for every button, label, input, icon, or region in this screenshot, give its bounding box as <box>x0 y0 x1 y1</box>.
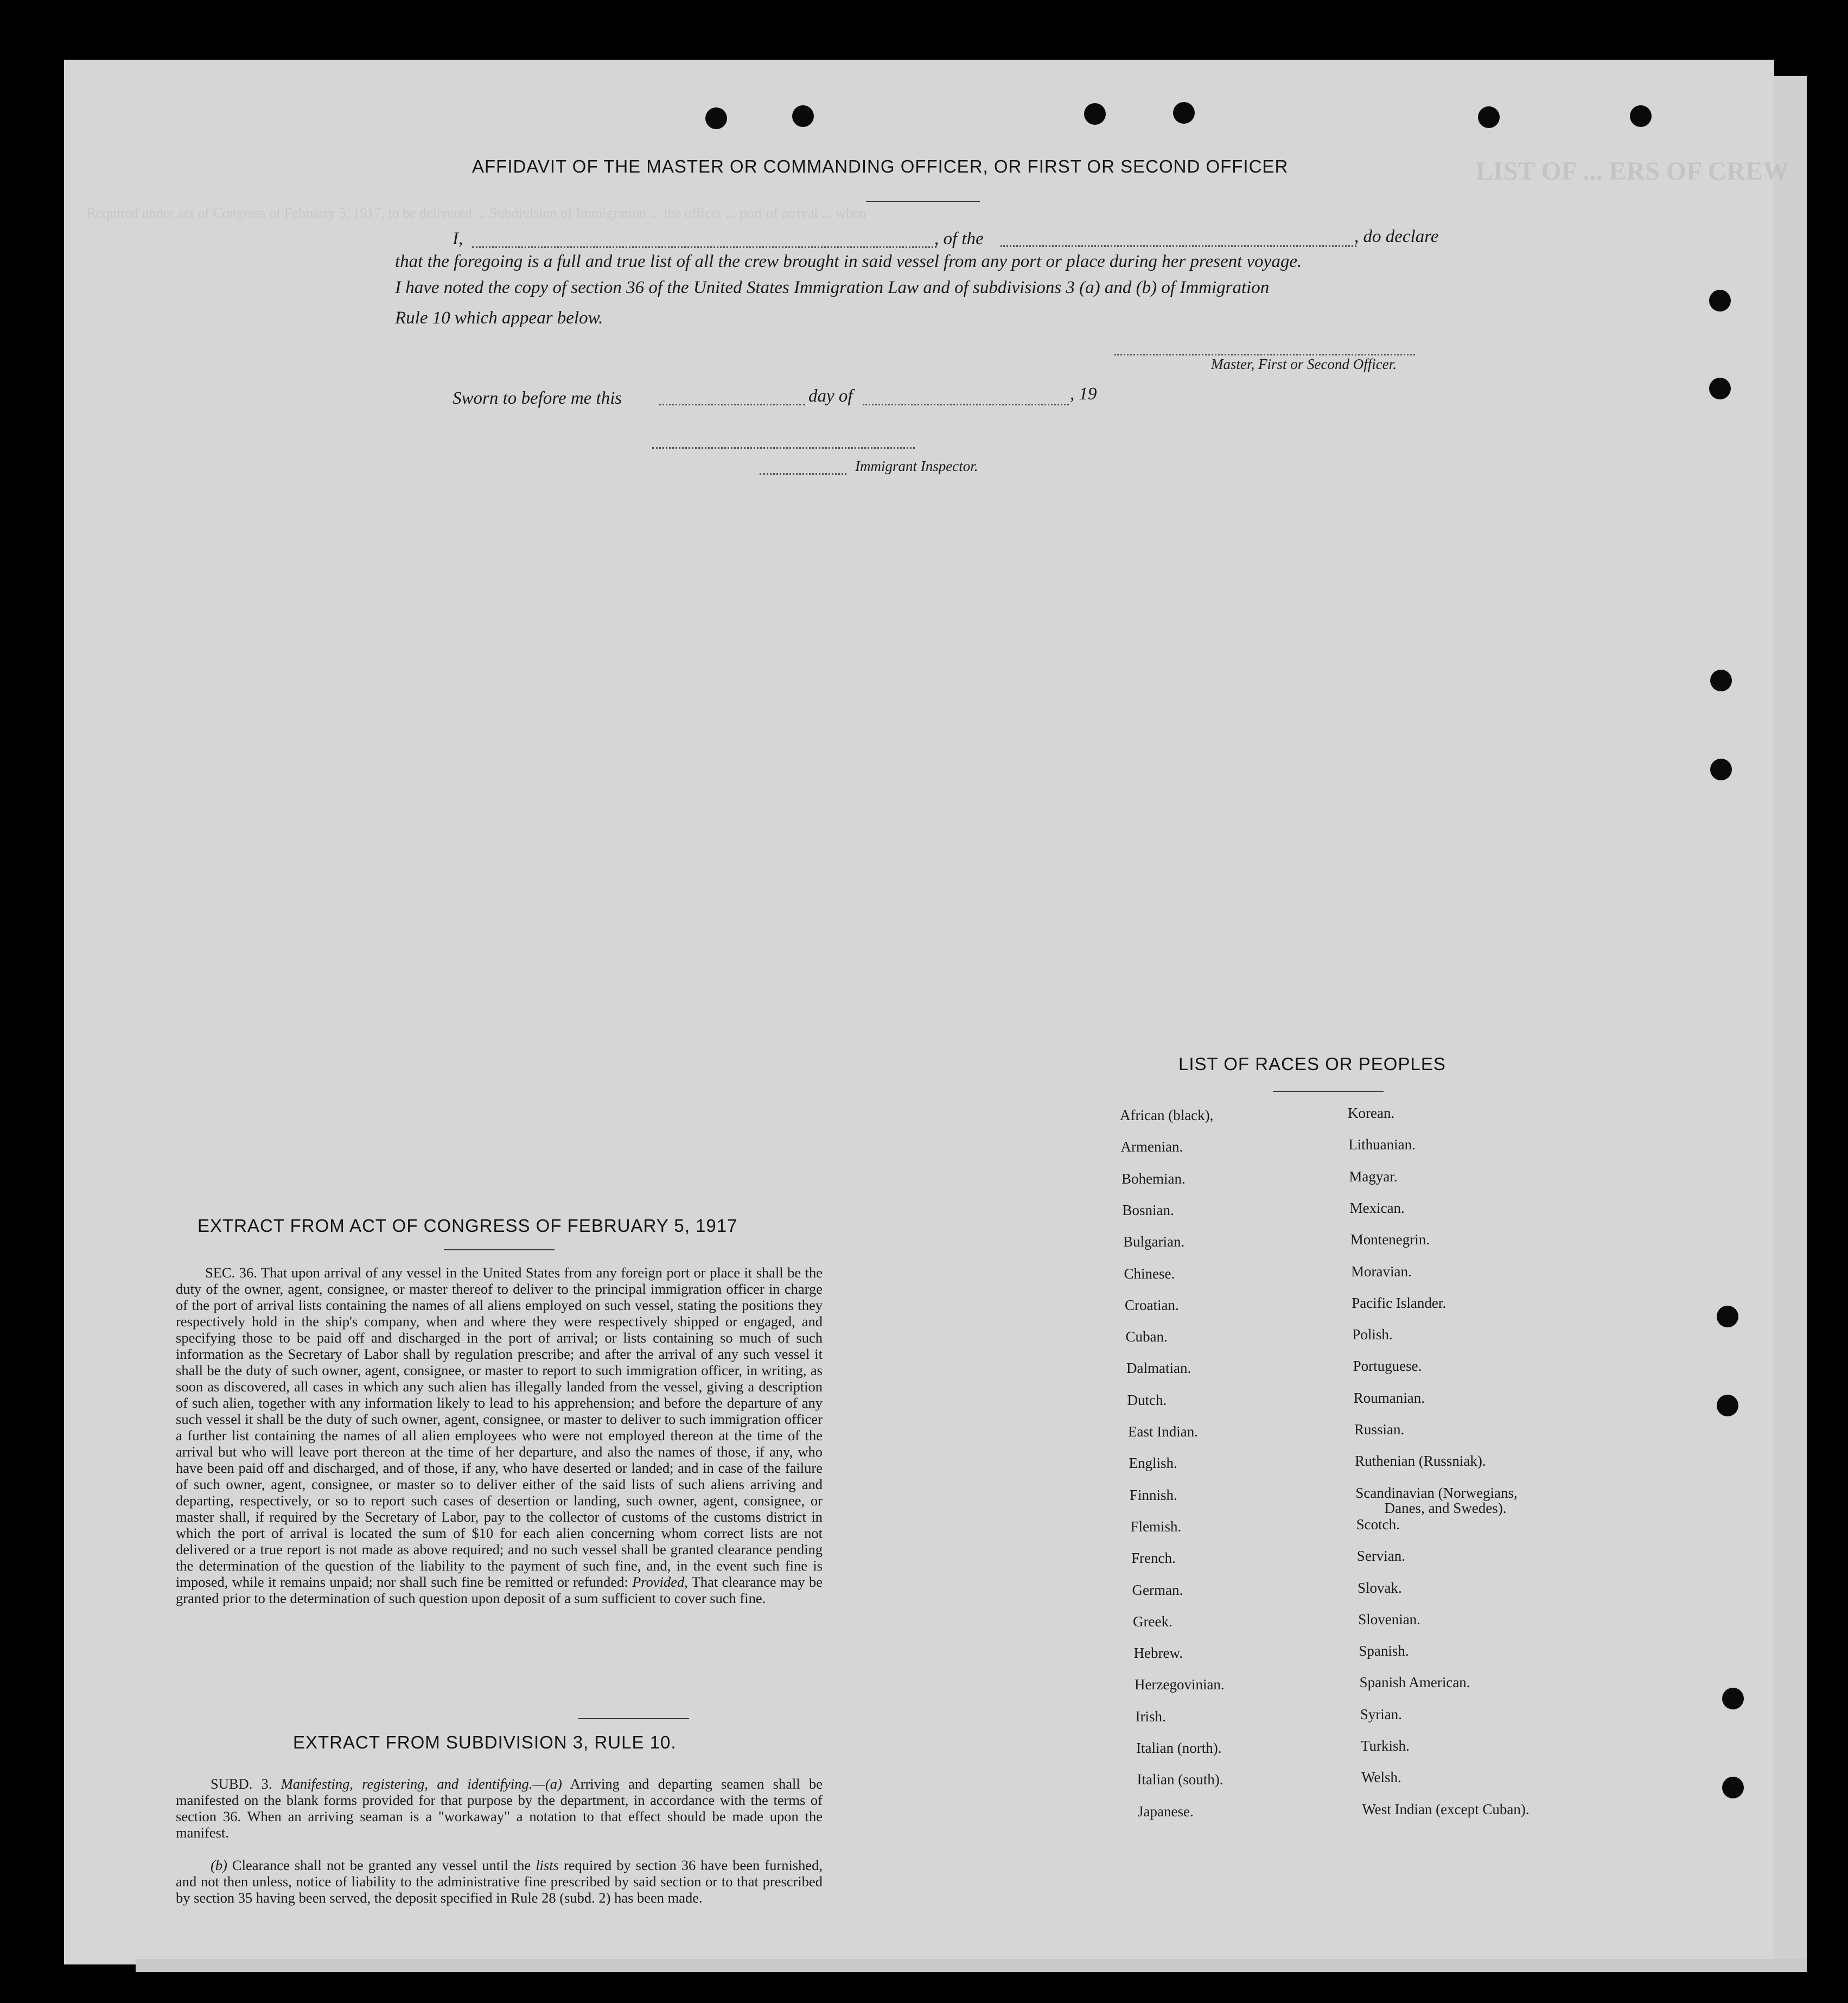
punch-hole-top-2 <box>792 105 814 127</box>
sworn-day-blank[interactable] <box>659 404 805 405</box>
race-item: Turkish. <box>1361 1738 1410 1754</box>
affidavit-line1-declare: , do declare <box>1354 227 1439 246</box>
race-item: East Indian. <box>1128 1423 1198 1440</box>
affidavit-line1-i: I, <box>453 229 463 249</box>
punch-hole-right-5 <box>1717 1306 1738 1327</box>
punch-hole-top-1 <box>705 107 727 129</box>
race-item: Korean. <box>1348 1105 1395 1121</box>
race-item: Greek. <box>1133 1613 1172 1630</box>
race-item: German. <box>1132 1581 1183 1598</box>
subd-a-label: —(a) <box>532 1776 562 1792</box>
bleed-through-subline: Required under act of Congress of February 5, 1917, to be delivered ... Subdivision of Immigration ... the officer ... port of arrival ... when <box>87 205 866 221</box>
extract-rule-body-b <box>176 1857 823 1906</box>
race-item: Spanish American. <box>1359 1674 1470 1691</box>
race-item: Syrian. <box>1360 1706 1403 1722</box>
punch-hole-right-4 <box>1710 759 1732 780</box>
subd-3-label: SUBD. 3. <box>211 1776 272 1792</box>
affidavit-name-blank[interactable] <box>472 246 936 248</box>
race-item: Chinese. <box>1124 1265 1175 1282</box>
punch-hole-top-6 <box>1630 105 1652 127</box>
punch-hole-top-4 <box>1173 102 1195 124</box>
document-sheet <box>64 60 1774 1964</box>
extract-rule-body-a <box>176 1776 823 1841</box>
race-item: Danes, and Swedes). <box>1384 1499 1507 1516</box>
inspector-signature-blank[interactable] <box>652 447 915 449</box>
subd-b-label: (b) <box>211 1857 227 1873</box>
race-item: Lithuanian. <box>1348 1136 1416 1153</box>
races-title-rule <box>1273 1091 1384 1092</box>
race-item: Dalmatian. <box>1126 1360 1191 1377</box>
bleed-through-header: LIST OF ... ERS OF CREW <box>1476 157 1789 186</box>
race-item: Polish. <box>1352 1326 1393 1343</box>
sec-36-text: That upon arrival of any vessel in the United States from any foreign port or place it shall be the duty of the owner, agent, consignee, or master thereof to deliver to the principal immigration officer in charge of the port of arrival lists containing the names of all aliens employed on such vessel, stating the positions they respectively hold in the ship's company, when and where they were respectively shipped or engaged, and specifying those to be paid off and discharged in the port of arrival; or lists containing so much of such information as the Secretary of Labor shall by regulation prescribe; and after the arrival of any such vessel it shall be the duty of such owner, agent, consignee, or master to report to such immigration officer, in writing, as soon as discovered, all cases in which any such alien has illegally landed from the vessel, giving a description of such alien, together with any information likely to lead to his apprehension; and before the departure of any such vessel it shall be the duty of such owner, agent, consignee, or master to deliver to such immigration officer a further list containing the names of all alien employees who were not employed thereon at the time of the arrival but who will leave port thereon at the time of her departure, and also the names of those, if any, who have been paid off and discharged, and of those, if any, who have deserted or landed; and in case of the failure of such owner, agent, consignee, or master so to deliver either of the said lists of such aliens arriving and departing, respectively, or so to report such cases of desertion or landing, such owner, agent, consignee, or master shall, if required by the Secretary of Labor, pay to the collector of customs of the customs district in which the port of arrival is located the sum of $10 for each alien concerning whom correct lists are not delivered or a true report is not made as above required; and no such vessel shall be granted clearance pending the determination of the question of the liability to the payment of such fine, and, in the event such fine is imposed, while it remains unpaid; nor shall such fine be remitted or refunded: <box>176 1264 823 1590</box>
race-item: Slovenian. <box>1358 1611 1420 1627</box>
race-item: Herzegovinian. <box>1135 1676 1225 1693</box>
race-item: Ruthenian (Russniak). <box>1355 1453 1486 1470</box>
sworn-day-of: day of <box>808 386 853 406</box>
sec-36-text-end: That clearance may be granted prior to the determination of such question upon deposit of a sum sufficient to cover such fine. <box>176 1574 823 1606</box>
affidavit-title: AFFIDAVIT OF THE MASTER OR COMMANDING OFFICER, OR FIRST OR SECOND OFFICER <box>472 156 1289 176</box>
sworn-text: Sworn to before me this <box>453 389 622 408</box>
extract-separator-rule <box>578 1718 689 1719</box>
punch-hole-right-2 <box>1709 378 1731 399</box>
race-item: West Indian (except Cuban). <box>1362 1801 1530 1817</box>
race-item: Servian. <box>1356 1548 1406 1565</box>
subd-3-heading: Manifesting, registering, and identifying. <box>281 1776 533 1792</box>
provided-word: Provided, <box>632 1574 688 1590</box>
race-item: Croatian. <box>1125 1296 1179 1313</box>
race-item: Welsh. <box>1361 1769 1401 1786</box>
race-item: Dutch. <box>1127 1391 1167 1408</box>
race-item: Scotch. <box>1356 1516 1400 1533</box>
punch-hole-right-1 <box>1709 290 1731 311</box>
subd-b-lists: lists <box>536 1857 559 1873</box>
inspector-name-blank[interactable] <box>760 473 846 475</box>
punch-hole-top-3 <box>1084 103 1106 125</box>
affidavit-line2: that the foregoing is a full and true list of all the crew brought in said vessel from any port or place during her present voyage. <box>395 252 1302 271</box>
inspector-label: Immigrant Inspector. <box>855 458 978 474</box>
affidavit-line3: I have noted the copy of section 36 of the United States Immigration Law and of subdivisions 3 (a) and (b) of Immigration <box>395 278 1270 297</box>
race-item: Roumanian. <box>1353 1389 1425 1406</box>
race-item: Moravian. <box>1351 1263 1412 1280</box>
race-item: English. <box>1129 1455 1177 1472</box>
race-item: Portuguese. <box>1353 1358 1422 1375</box>
race-item: Slovak. <box>1358 1579 1402 1596</box>
race-item: African (black), <box>1120 1107 1214 1123</box>
extract-act-title: EXTRACT FROM ACT OF CONGRESS OF FEBRUARY 5, 1917 <box>197 1216 738 1236</box>
race-item: Spanish. <box>1359 1643 1409 1659</box>
punch-hole-right-7 <box>1722 1688 1744 1709</box>
race-item: Hebrew. <box>1133 1645 1183 1662</box>
punch-hole-right-8 <box>1722 1777 1744 1798</box>
race-item: Russian. <box>1354 1421 1405 1438</box>
race-item: Italian (north). <box>1136 1740 1222 1756</box>
race-item: French. <box>1131 1550 1176 1567</box>
sworn-year: , 19 <box>1070 384 1097 404</box>
punch-hole-right-6 <box>1717 1395 1738 1416</box>
race-item: Mexican. <box>1349 1199 1405 1216</box>
affidavit-title-rule <box>866 201 980 202</box>
affidavit-line4: Rule 10 which appear below. <box>395 308 603 328</box>
race-item: Irish. <box>1135 1708 1166 1725</box>
races-title: LIST OF RACES OR PEOPLES <box>1178 1054 1446 1074</box>
subd-b-text-2: required by section 36 have been furnished, and not then unless, notice of liability to the administrative fine prescribed by said section or to that prescribed by section 35 having been served, the deposit specified in Rule 28 (subd. 2) has been made. <box>176 1857 823 1906</box>
race-item: Armenian. <box>1120 1139 1183 1155</box>
sworn-month-blank[interactable] <box>863 404 1069 405</box>
subd-a-text: Arriving and departing seamen shall be manifested on the blank forms provided for that purpose by the department, in accordance with the terms of section 36. When an arriving seaman is a "workaway" a notation to that effect should be made upon the manifest. <box>176 1776 823 1841</box>
extract-act-body <box>176 1264 823 1606</box>
race-item: Bulgarian. <box>1123 1233 1185 1250</box>
sheet-edge-right <box>1774 76 1807 1959</box>
extract-rule-title: EXTRACT FROM SUBDIVISION 3, RULE 10. <box>293 1732 677 1752</box>
punch-hole-right-3 <box>1710 670 1732 691</box>
race-item: Scandinavian (Norwegians, <box>1355 1484 1518 1501</box>
race-item: Montenegrin. <box>1350 1231 1430 1248</box>
signature-label: Master, First or Second Officer. <box>1211 356 1397 372</box>
sec-36-label: SEC. 36. <box>205 1264 257 1281</box>
sheet-edge-bottom <box>136 1959 1807 1972</box>
extract-act-rule <box>444 1249 555 1250</box>
race-item: Bohemian. <box>1121 1170 1186 1187</box>
race-item: Bosnian. <box>1122 1201 1174 1218</box>
affidavit-line1-of-the: , of the <box>934 229 984 249</box>
race-item: Japanese. <box>1138 1803 1194 1820</box>
subd-b-text-1: Clearance shall not be granted any vessel until the <box>227 1857 536 1873</box>
race-item: Finnish. <box>1130 1486 1177 1503</box>
affidavit-vessel-blank[interactable] <box>1001 245 1356 247</box>
race-item: Italian (south). <box>1137 1771 1223 1788</box>
signature-blank[interactable] <box>1114 354 1415 355</box>
race-item: Pacific Islander. <box>1352 1294 1446 1311</box>
punch-hole-top-5 <box>1478 106 1500 128</box>
race-item: Flemish. <box>1130 1518 1182 1535</box>
race-item: Magyar. <box>1349 1168 1398 1185</box>
race-item: Cuban. <box>1125 1328 1168 1345</box>
